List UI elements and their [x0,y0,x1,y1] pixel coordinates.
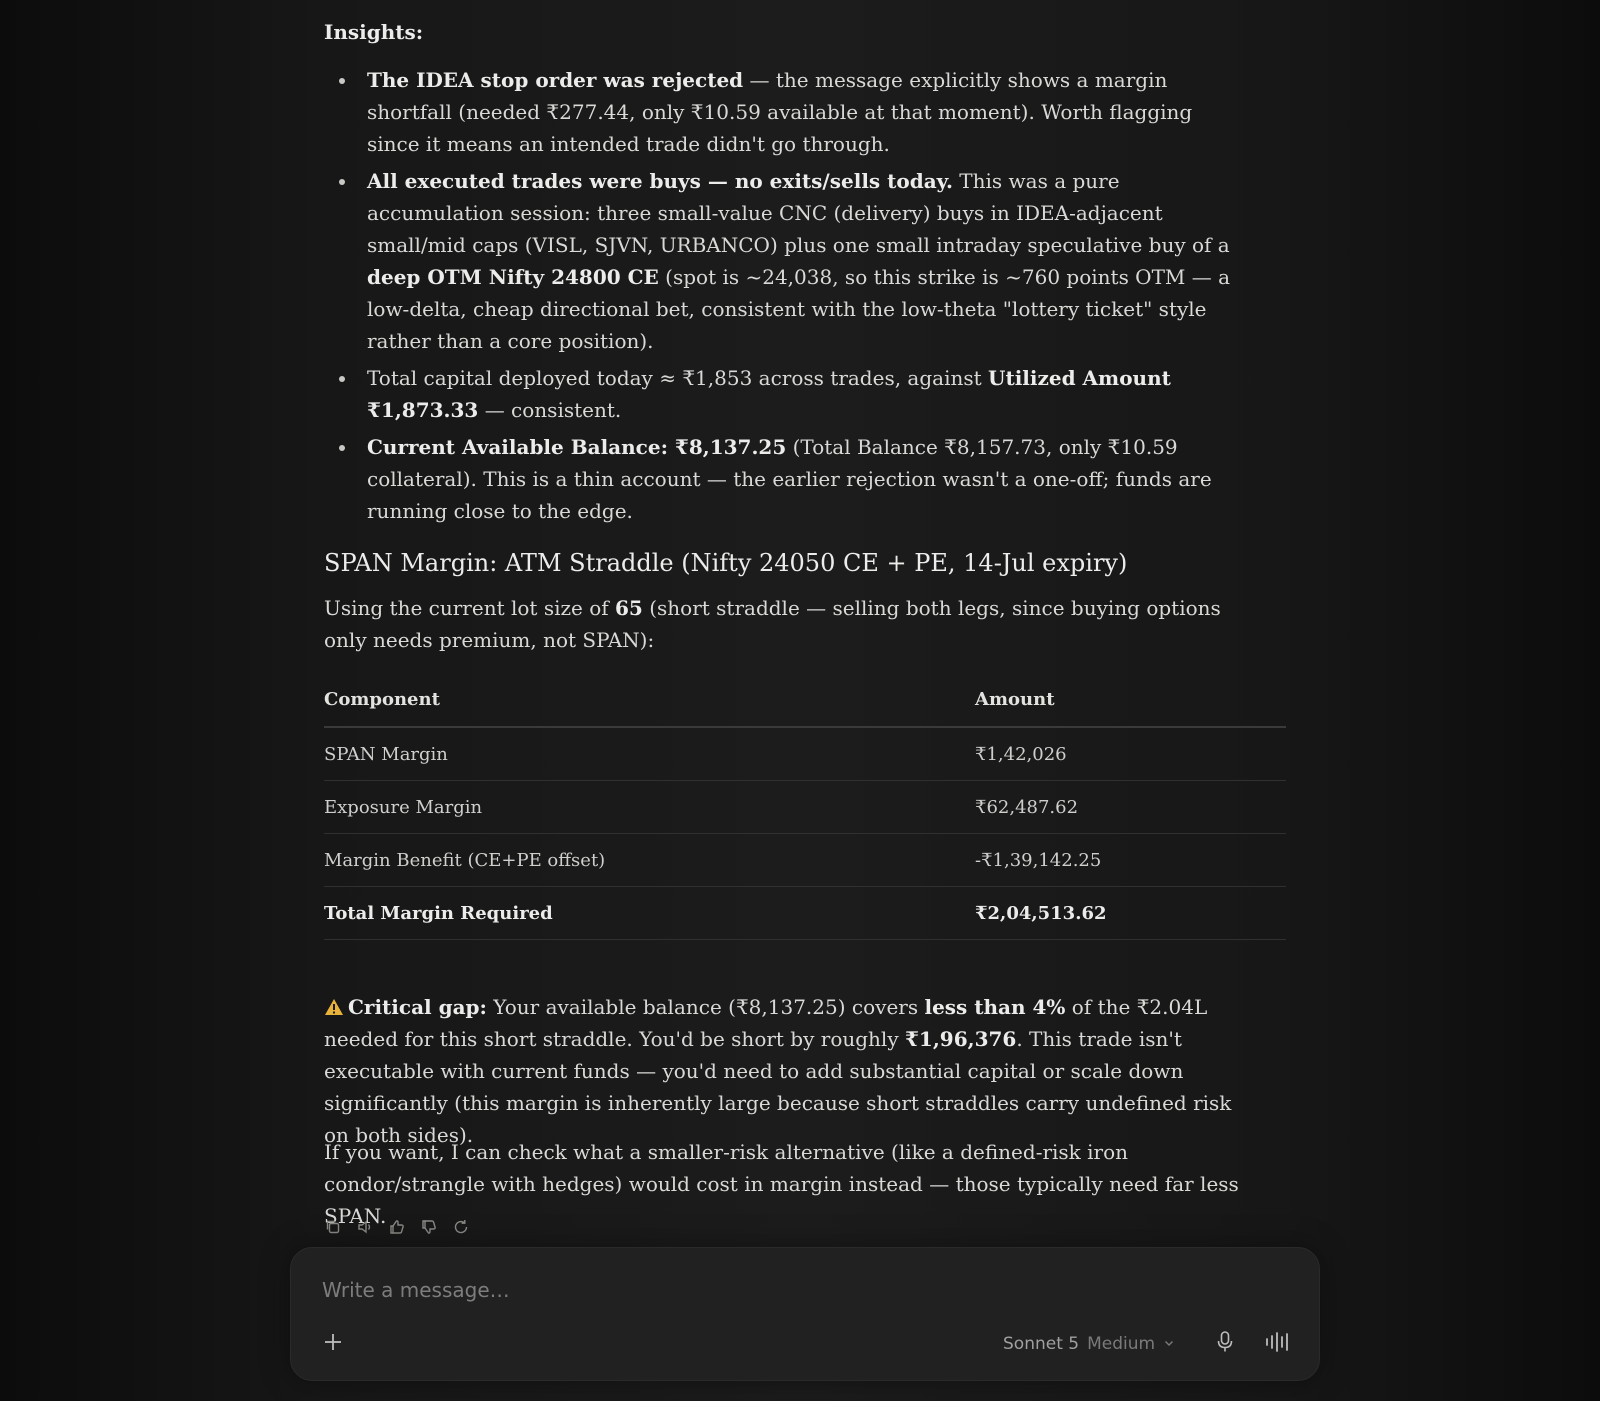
message-actions [324,1218,470,1236]
table-header-row [324,672,1286,727]
table-total-row [324,887,1286,940]
insights-heading: Insights: [324,20,424,44]
thumbs-down-icon[interactable] [420,1218,438,1236]
followup-paragraph: If you want, I can check what a smaller-risk alternative (like a defined-risk iron condor/strangle with hedges) would cost in margin instead — those typically need far less SPAN. [324,1140,1239,1228]
lot-size-paragraph: Using the current lot size of 65 (short straddle — selling both legs, since buying options only needs premium, not SPAN): [324,596,1221,652]
column-header-amount: Amount [975,672,1286,727]
table-row [324,727,1286,781]
critical-gap-paragraph: Critical gap: Your available balance (₹8,137.25) covers less than 4% of the ₹2.04L needed for this short straddle. You'd be short by roughly ₹1,96,376. This trade isn't executable with current funds — you'd need to add substantial capital or scale down significantly (this margin is inherently large because short straddles carry undefined risk on both sides). [324,995,1232,1147]
effort-level: Medium [1087,1334,1156,1354]
table-cell: Margin Benefit (CE+PE offset) [324,834,975,887]
table-cell: ₹1,42,026 [975,727,1286,781]
voice-waveform-icon [1264,1331,1292,1357]
voice-mode-button[interactable] [1263,1332,1293,1356]
table-cell: SPAN Margin [324,727,975,781]
table-cell: ₹2,04,513.62 [975,887,1286,940]
chevron-down-icon [1163,1334,1175,1354]
warning-icon [324,993,344,1011]
table-cell: -₹1,39,142.25 [975,834,1286,887]
list-item: Current Available Balance: ₹8,137.25 (Total Balance ₹8,157.73, only ₹10.59 collateral). This is a thin account — the earlier rejection wasn't a one-off; funds are running close to the edge. [367,431,1247,527]
span-margin-heading: SPAN Margin: ATM Straddle (Nifty 24050 CE + PE, 14-Jul expiry) [324,549,1128,577]
copy-icon[interactable] [324,1218,342,1236]
model-selector[interactable] [1003,1332,1175,1356]
table-cell: Exposure Margin [324,781,975,834]
list-item: The IDEA stop order was rejected — the message explicitly shows a margin shortfall (needed ₹277.44, only ₹10.59 available at that moment). Worth flagging since it means an intended trade didn't go through. [367,64,1247,160]
margin-table [324,672,1286,940]
plus-icon [323,1332,343,1356]
table-cell: ₹62,487.62 [975,781,1286,834]
message-input[interactable] [320,1270,1284,1310]
add-attachment-button[interactable] [321,1332,345,1356]
model-name: Sonnet 5 [1003,1334,1080,1354]
table-cell: Total Margin Required [324,887,975,940]
table-row [324,834,1286,887]
retry-icon[interactable] [452,1218,470,1236]
column-header-component: Component [324,672,975,727]
thumbs-up-icon[interactable] [388,1218,406,1236]
list-item: All executed trades were buys — no exits/sells today. This was a pure accumulation session: three small-value CNC (delivery) buys in IDEA-adjacent small/mid caps (VISL, SJVN, URBANCO) plus one small intraday speculative buy of a deep OTM Nifty 24800 CE (spot is ~24,038, so this strike is ~760 points OTM — a low-delta, cheap directional bet, consistent with the low-theta "lottery ticket" style rather than a core position). [367,165,1247,357]
table-row [324,781,1286,834]
list-item: Total capital deployed today ≈ ₹1,853 across trades, against Utilized Amount ₹1,873.33 — consistent. [367,362,1247,426]
read-aloud-icon[interactable] [356,1218,374,1236]
microphone-icon [1215,1330,1235,1358]
message-composer [290,1247,1320,1381]
dictation-button[interactable] [1213,1331,1237,1357]
insights-list [324,64,1247,532]
